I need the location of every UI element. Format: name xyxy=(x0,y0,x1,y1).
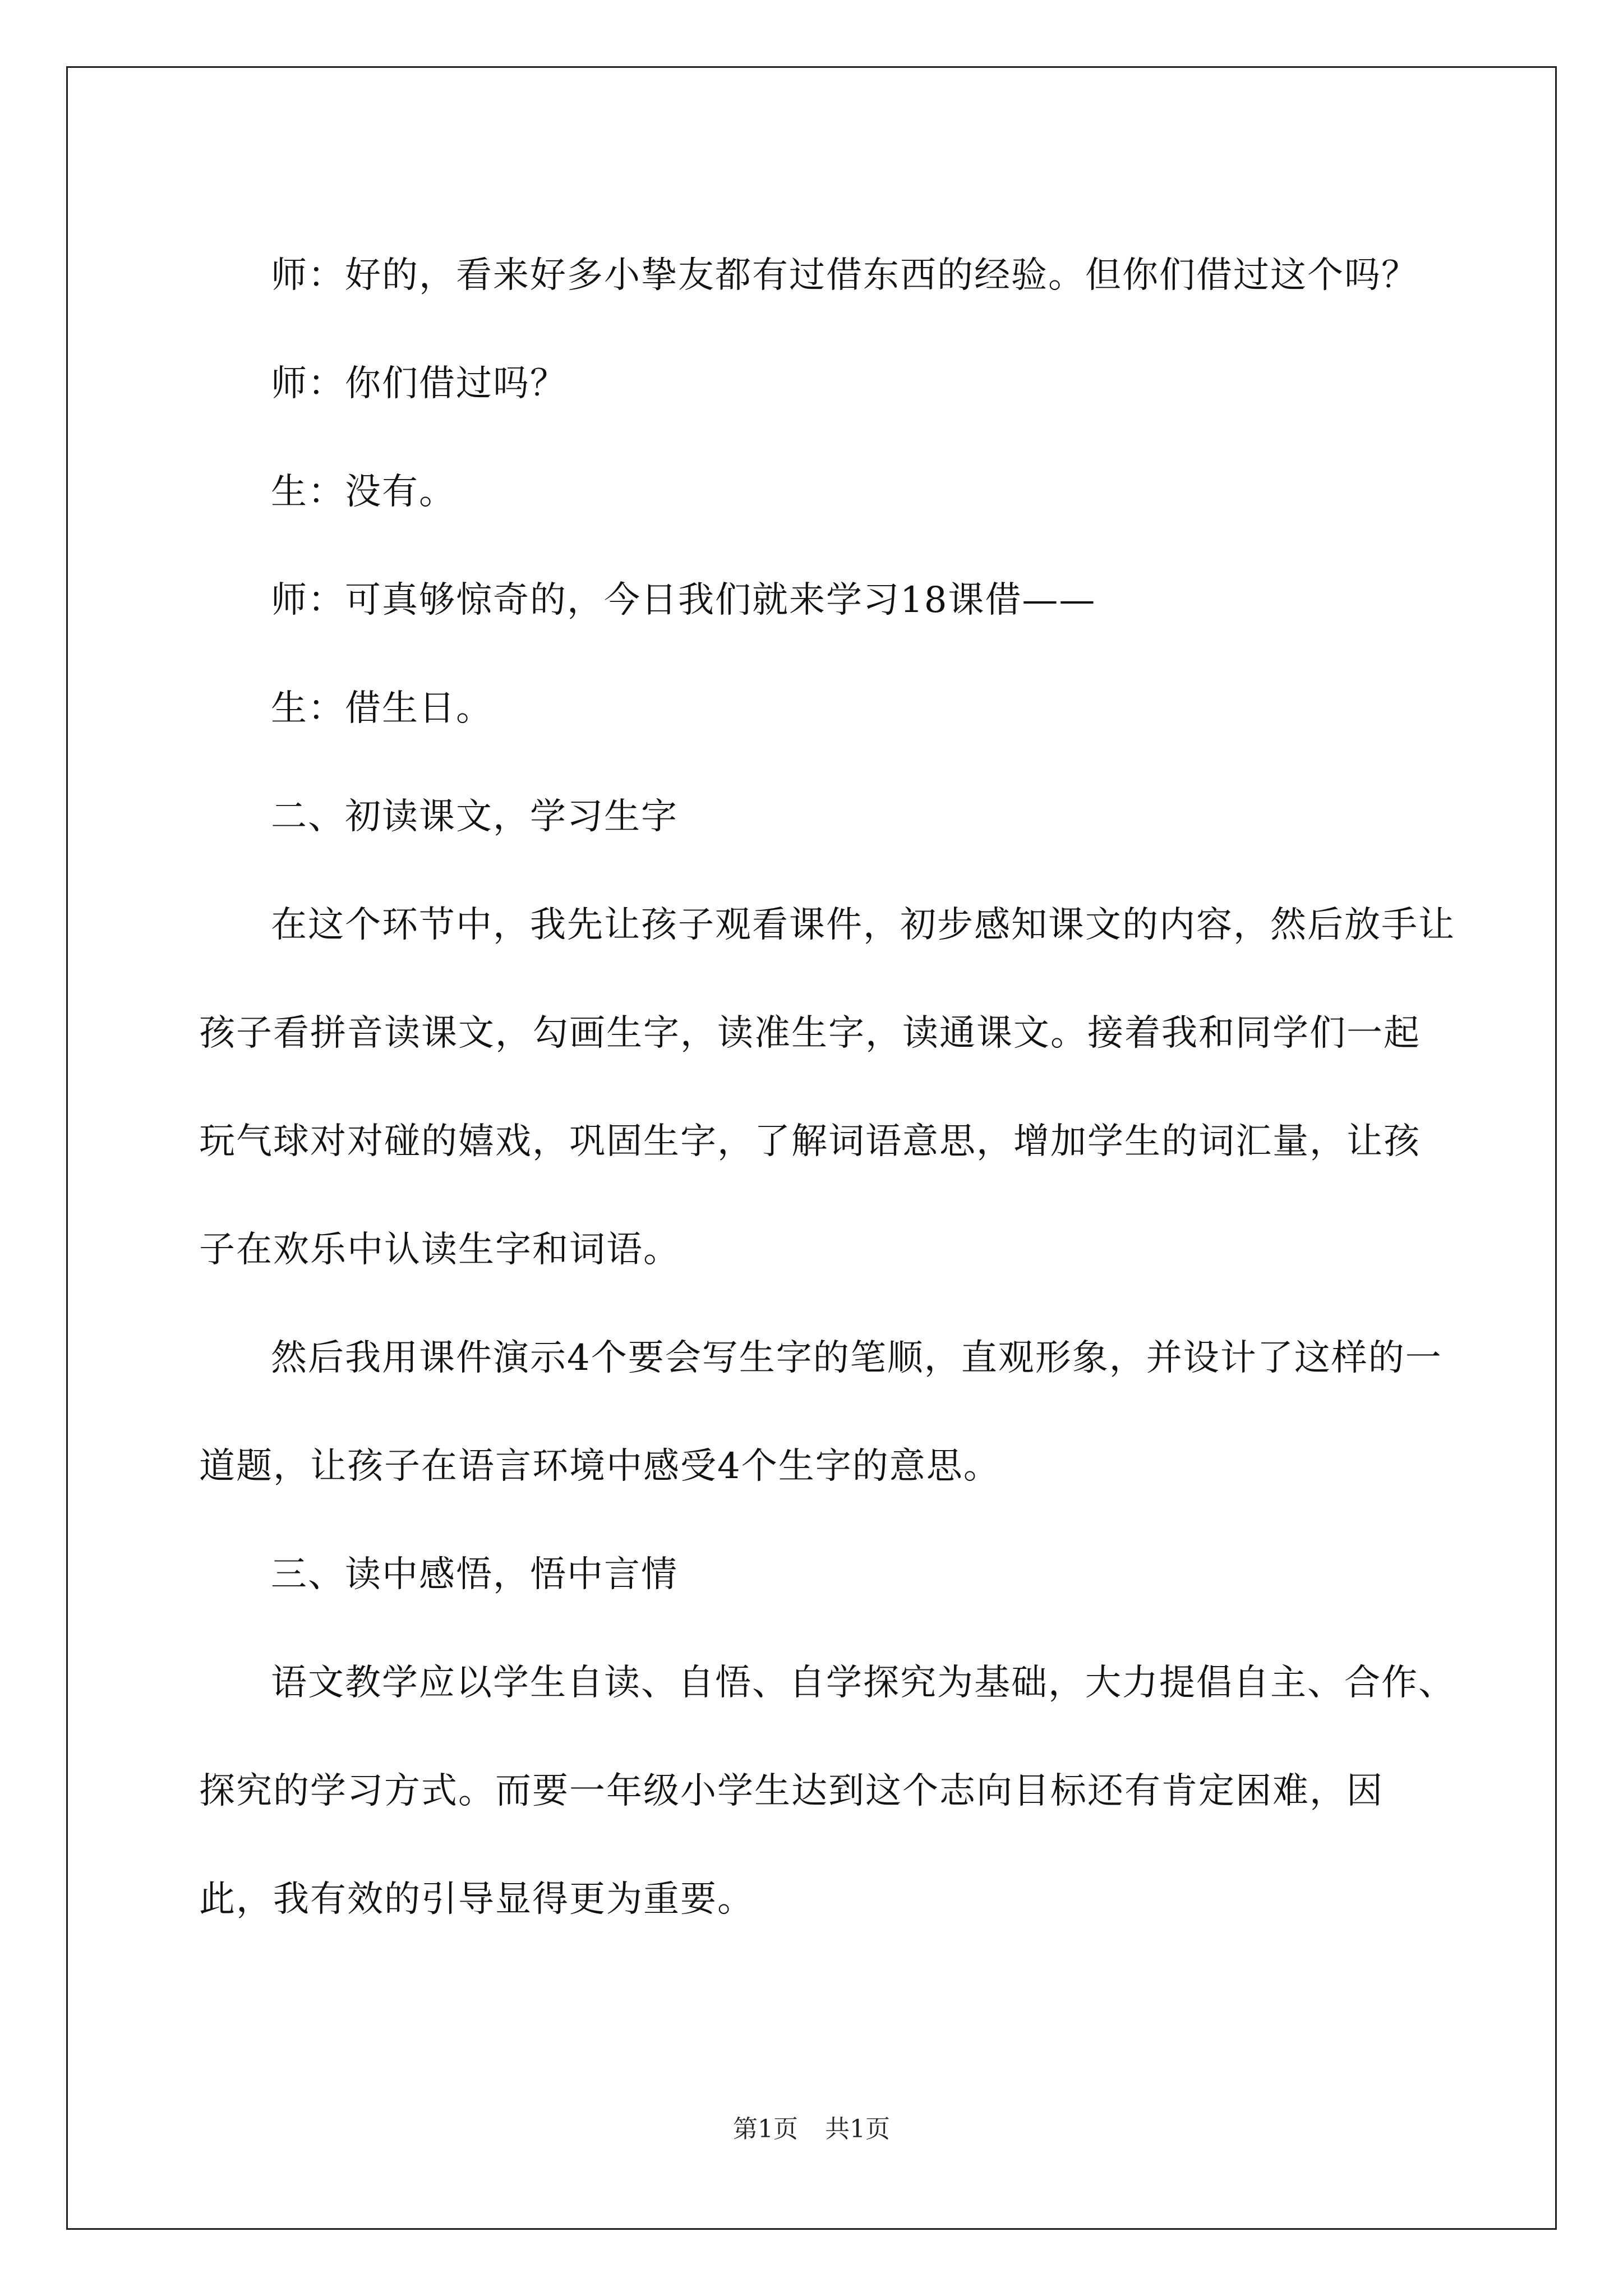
paragraph: 师：可真够惊奇的，今日我们就来学习18课借—— xyxy=(271,579,1096,621)
paragraph: 生：没有。 xyxy=(271,471,456,513)
paragraph: 语文教学应以学生自读、自悟、自学探究为基础，大力提倡自主、合作、探究的学习方式。而要一年级小学生达到这个志向目标还有肯定困难，因此，我有效的引导显得更为重要。 xyxy=(199,1662,1455,1920)
paragraph: 师：好的，看来好多小挚友都有过借东西的经验。但你们借过这个吗？ xyxy=(271,255,1418,296)
section-heading: 三、读中感悟，悟中言情 xyxy=(271,1554,678,1595)
page-total: 共1页 xyxy=(825,2115,890,2143)
paragraph: 生：借生日。 xyxy=(271,688,493,729)
document-body xyxy=(199,222,1455,1954)
page-footer xyxy=(0,2113,1623,2146)
paragraph: 然后我用课件演示4个要会写生字的笔顺，直观形象，并设计了这样的一道题，让孩子在语言环境中感受4个生字的意思。 xyxy=(199,1337,1442,1487)
paragraph: 师：你们借过吗？ xyxy=(271,363,567,404)
page-number: 第1页 xyxy=(733,2115,798,2143)
paragraph: 在这个环节中，我先让孩子观看课件，初步感知课文的内容，然后放手让孩子看拼音读课文，勾画生字，读准生字，读通课文。接着我和同学们一起玩气球对对碰的嬉戏，巩固生字，了解词语意思，增加学生的词汇量，让孩子在欢乐中认读生字和词语。 xyxy=(199,904,1455,1271)
section-heading: 二、初读课文，学习生字 xyxy=(271,796,678,838)
